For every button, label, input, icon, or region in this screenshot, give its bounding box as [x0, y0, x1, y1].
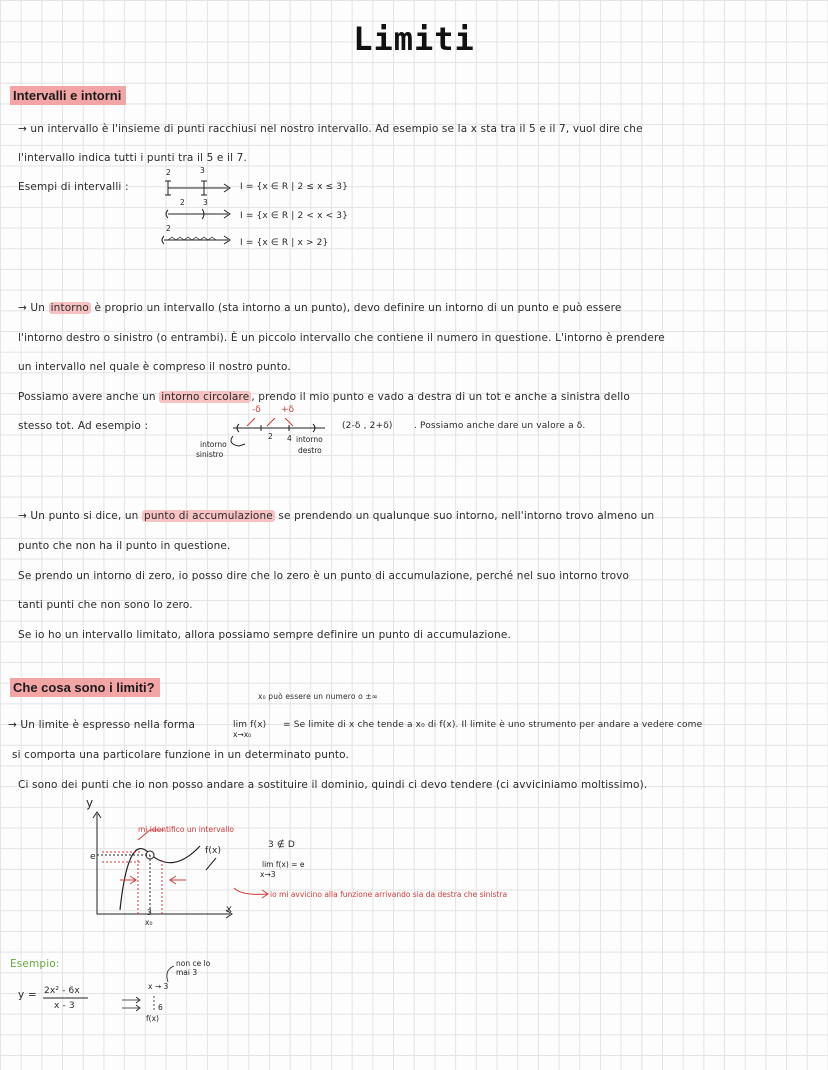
- text-line: si comporta una particolare funzione in un determinato punto.: [12, 749, 350, 761]
- text-line: punto che non ha il punto in questione.: [18, 540, 231, 552]
- text-fragment: Possiamo avere anche un: [18, 391, 156, 403]
- page-title: Limiti: [353, 20, 475, 58]
- graph-approach-note: io mi avvicino alla funzione arrivando sia da destra che sinistra: [270, 890, 508, 899]
- example-label: Esempio:: [10, 958, 60, 970]
- example-denominator: x - 3: [54, 1001, 75, 1011]
- graph-x-tick-sub: x₀: [145, 918, 153, 927]
- example-note: non ce lo: [176, 959, 211, 968]
- example-val-6: 6: [158, 1003, 163, 1012]
- text-fragment: → Un: [18, 302, 46, 314]
- interval-example-unbounded: I = {x ∈ R | x > 2}: [240, 238, 329, 248]
- text-line: [18, 509, 654, 523]
- interval-tick-label: 3: [203, 198, 208, 207]
- text-line: stesso tot. Ad esempio :: [18, 420, 149, 432]
- interval-tick-label: 2: [166, 168, 171, 177]
- highlight-term-punto-accumulazione: punto di accumulazione: [144, 510, 273, 522]
- text-line: [18, 301, 621, 315]
- graph-limit-note-sub: x→3: [260, 870, 276, 879]
- example-fx: f(x): [146, 1014, 159, 1023]
- interval-example-closed: I = {x ∈ R | 2 ≤ x ≤ 3}: [240, 182, 349, 192]
- text-line: l'intervallo indica tutti i punti tra il 5 e il 7.: [18, 152, 247, 164]
- delta-minus-label: -δ: [252, 405, 261, 415]
- example-numerator: 2x² - 6x: [44, 986, 80, 996]
- interval-tick-label: 2: [180, 198, 185, 207]
- diagram-point-4: 4: [287, 434, 292, 443]
- graph-interval-note: mi identifico un intervallo: [138, 825, 234, 834]
- limit-graph: [80, 800, 250, 930]
- interval-tick-label: 2: [166, 224, 171, 233]
- graph-y-axis-label: y: [86, 796, 94, 810]
- example-note: mai 3: [176, 968, 198, 977]
- label-intorno-sinistro: intorno: [200, 440, 227, 449]
- diagram-point-2: 2: [268, 432, 273, 441]
- delta-plus-label: +δ: [281, 405, 295, 415]
- graph-l-value: e: [90, 852, 96, 862]
- text-line: [18, 390, 630, 404]
- limit-notation: lim f(x): [233, 720, 267, 730]
- graph-x-tick: 3: [147, 908, 152, 917]
- example-y-eq: y =: [18, 989, 37, 1001]
- label-intorno-destro: destro: [298, 446, 322, 455]
- text-line: Ci sono dei punti che io non posso andare a sostituire il dominio, quindi ci devo tendere (ci avviciniamo moltissimo).: [18, 779, 648, 791]
- interval-example-delta: (2-δ , 2+δ): [342, 421, 393, 431]
- text-line: tanti punti che non sono lo zero.: [18, 599, 193, 611]
- examples-label: Esempi di intervalli :: [18, 181, 129, 193]
- text-line: . Possiamo anche dare un valore a δ.: [414, 421, 586, 431]
- text-fragment: → Un punto si dice, un: [18, 510, 139, 522]
- graph-fx-label: f(x): [205, 846, 222, 856]
- text-fragment: se prendendo un qualunque suo intorno, nell'intorno trovo almeno un: [278, 510, 655, 522]
- text-line: [8, 718, 195, 732]
- section-heading-intervalli: Intervalli e intorni: [10, 86, 126, 105]
- section-heading-limiti: Che cosa sono i limiti?: [10, 678, 160, 697]
- graph-domain-note: 3 ∉ D: [268, 840, 295, 850]
- text-line: Se io ho un intervallo limitato, allora possiamo sempre definire un punto di accumulazione.: [18, 629, 511, 641]
- text-line: l'intorno destro o sinistro (o entrambi). È un piccolo intervallo che contiene il numero in questione. L'intorno è prendere: [18, 332, 665, 344]
- text-line: Se prendo un intorno di zero, io posso dire che lo zero è un punto di accumulazione, perché nel suo intorno trovo: [18, 570, 630, 582]
- interval-sketches: [150, 176, 240, 256]
- interval-tick-label: 3: [200, 166, 205, 175]
- text-line: un intervallo nel quale è compreso il nostro punto.: [18, 361, 291, 373]
- highlight-term-intorno-circolare: intorno circolare: [161, 391, 250, 403]
- note-x0: x₀ può essere un numero o ±∞: [258, 692, 379, 701]
- graph-x-axis-label: x: [226, 904, 233, 915]
- highlight-term-intorno: intorno: [50, 302, 89, 314]
- interval-example-open: I = {x ∈ R | 2 < x < 3}: [240, 211, 349, 221]
- approach-arrow: [232, 884, 272, 904]
- example-x-eq: x → 3: [148, 982, 169, 991]
- text-line: = Se limite di x che tende a x₀ di f(x). Il limite è uno strumento per andare a vedere come: [283, 720, 703, 730]
- text-line: → un intervallo è l'insieme di punti racchiusi nel nostro intervallo. Ad esempio se la x sta tra il 5 e il 7, vuol dire che: [18, 123, 643, 135]
- label-intorno-destro: intorno: [296, 435, 323, 444]
- label-intorno-sinistro: sinistro: [196, 450, 224, 459]
- text-fragment: → Un limite è espresso nella forma: [8, 719, 196, 731]
- graph-limit-note: lim f(x) = e: [262, 860, 305, 869]
- limit-notation-sub: x→x₀: [233, 730, 252, 739]
- text-fragment: è proprio un intervallo (sta intorno a un punto), devo definire un intorno di un punto e può essere: [94, 302, 622, 314]
- text-fragment: , prendo il mio punto e vado a destra di un tot e anche a sinistra dello: [251, 391, 630, 403]
